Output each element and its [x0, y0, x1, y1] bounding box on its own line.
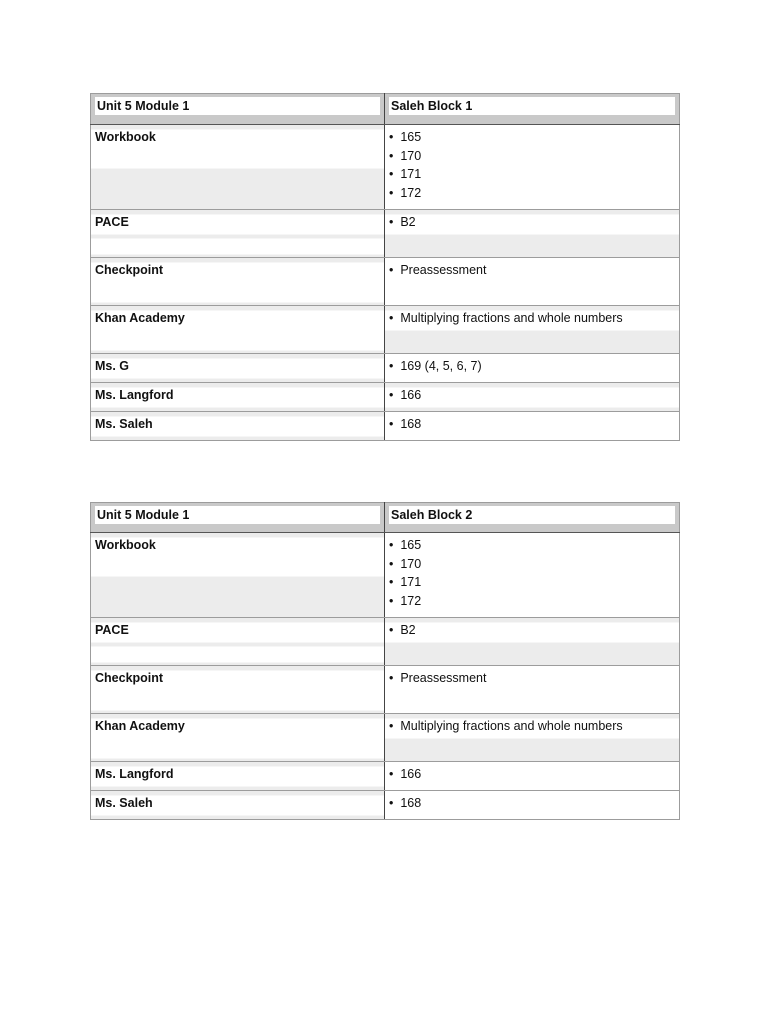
list-item: • 170 [389, 147, 675, 166]
row-label: Checkpoint [95, 263, 164, 277]
row-label: Workbook [95, 130, 156, 144]
list-item: • 168 [389, 794, 675, 813]
row-label: Khan Academy [95, 719, 185, 733]
list-item: • 166 [389, 386, 675, 405]
header-cell-right: Saleh Block 1 [389, 97, 675, 115]
table-header-row [91, 94, 680, 125]
item-list [389, 621, 675, 640]
list-item: • Multiplying fractions and whole numbers [389, 309, 675, 328]
table-row [91, 791, 680, 820]
schedule-table-block-2 [90, 502, 680, 820]
row-label: Checkpoint [95, 671, 164, 685]
list-item: • 171 [389, 573, 675, 592]
list-item: • Multiplying fractions and whole numbers [389, 717, 675, 736]
row-label: Workbook [95, 538, 156, 552]
header-cell-left: Unit 5 Module 1 [95, 506, 380, 524]
row-label: Ms. Saleh [95, 417, 153, 431]
item-list [389, 415, 675, 434]
item-list [389, 309, 675, 328]
table-row [91, 666, 680, 714]
table-row [91, 354, 680, 383]
row-label: Ms. Langford [95, 388, 174, 402]
list-item: • 171 [389, 165, 675, 184]
item-list [389, 669, 675, 688]
header-cell-right: Saleh Block 2 [389, 506, 675, 524]
list-item: • 166 [389, 765, 675, 784]
row-label: PACE [95, 215, 129, 229]
list-item: • B2 [389, 213, 675, 232]
row-label: Ms. Langford [95, 767, 174, 781]
item-list [389, 213, 675, 232]
row-label: Ms. G [95, 359, 130, 373]
item-list [389, 794, 675, 813]
table-row [91, 306, 680, 354]
table-row [91, 383, 680, 412]
item-list [389, 128, 675, 202]
row-label: Ms. Saleh [95, 796, 153, 810]
schedule-table-block-1 [90, 93, 680, 441]
table-row [91, 714, 680, 762]
list-item: • 170 [389, 555, 675, 574]
list-item: • Preassessment [389, 669, 675, 688]
table-row [91, 762, 680, 791]
list-item: • 169 (4, 5, 6, 7) [389, 357, 675, 376]
list-item: • 165 [389, 536, 675, 555]
table-row [91, 125, 680, 210]
table-row [91, 533, 680, 618]
table-row [91, 412, 680, 441]
table-row [91, 210, 680, 258]
list-item: • Preassessment [389, 261, 675, 280]
list-item: • 165 [389, 128, 675, 147]
list-item: • 168 [389, 415, 675, 434]
table-header-row [91, 503, 680, 533]
table-row [91, 618, 680, 666]
list-item: • 172 [389, 592, 675, 611]
item-list [389, 357, 675, 376]
item-list [389, 717, 675, 736]
row-label: PACE [95, 623, 129, 637]
item-list [389, 261, 675, 280]
list-item: • 172 [389, 184, 675, 203]
header-cell-left: Unit 5 Module 1 [95, 97, 380, 115]
table-row [91, 258, 680, 306]
row-label: Khan Academy [95, 311, 185, 325]
item-list [389, 386, 675, 405]
item-list [389, 765, 675, 784]
item-list [389, 536, 675, 610]
list-item: • B2 [389, 621, 675, 640]
